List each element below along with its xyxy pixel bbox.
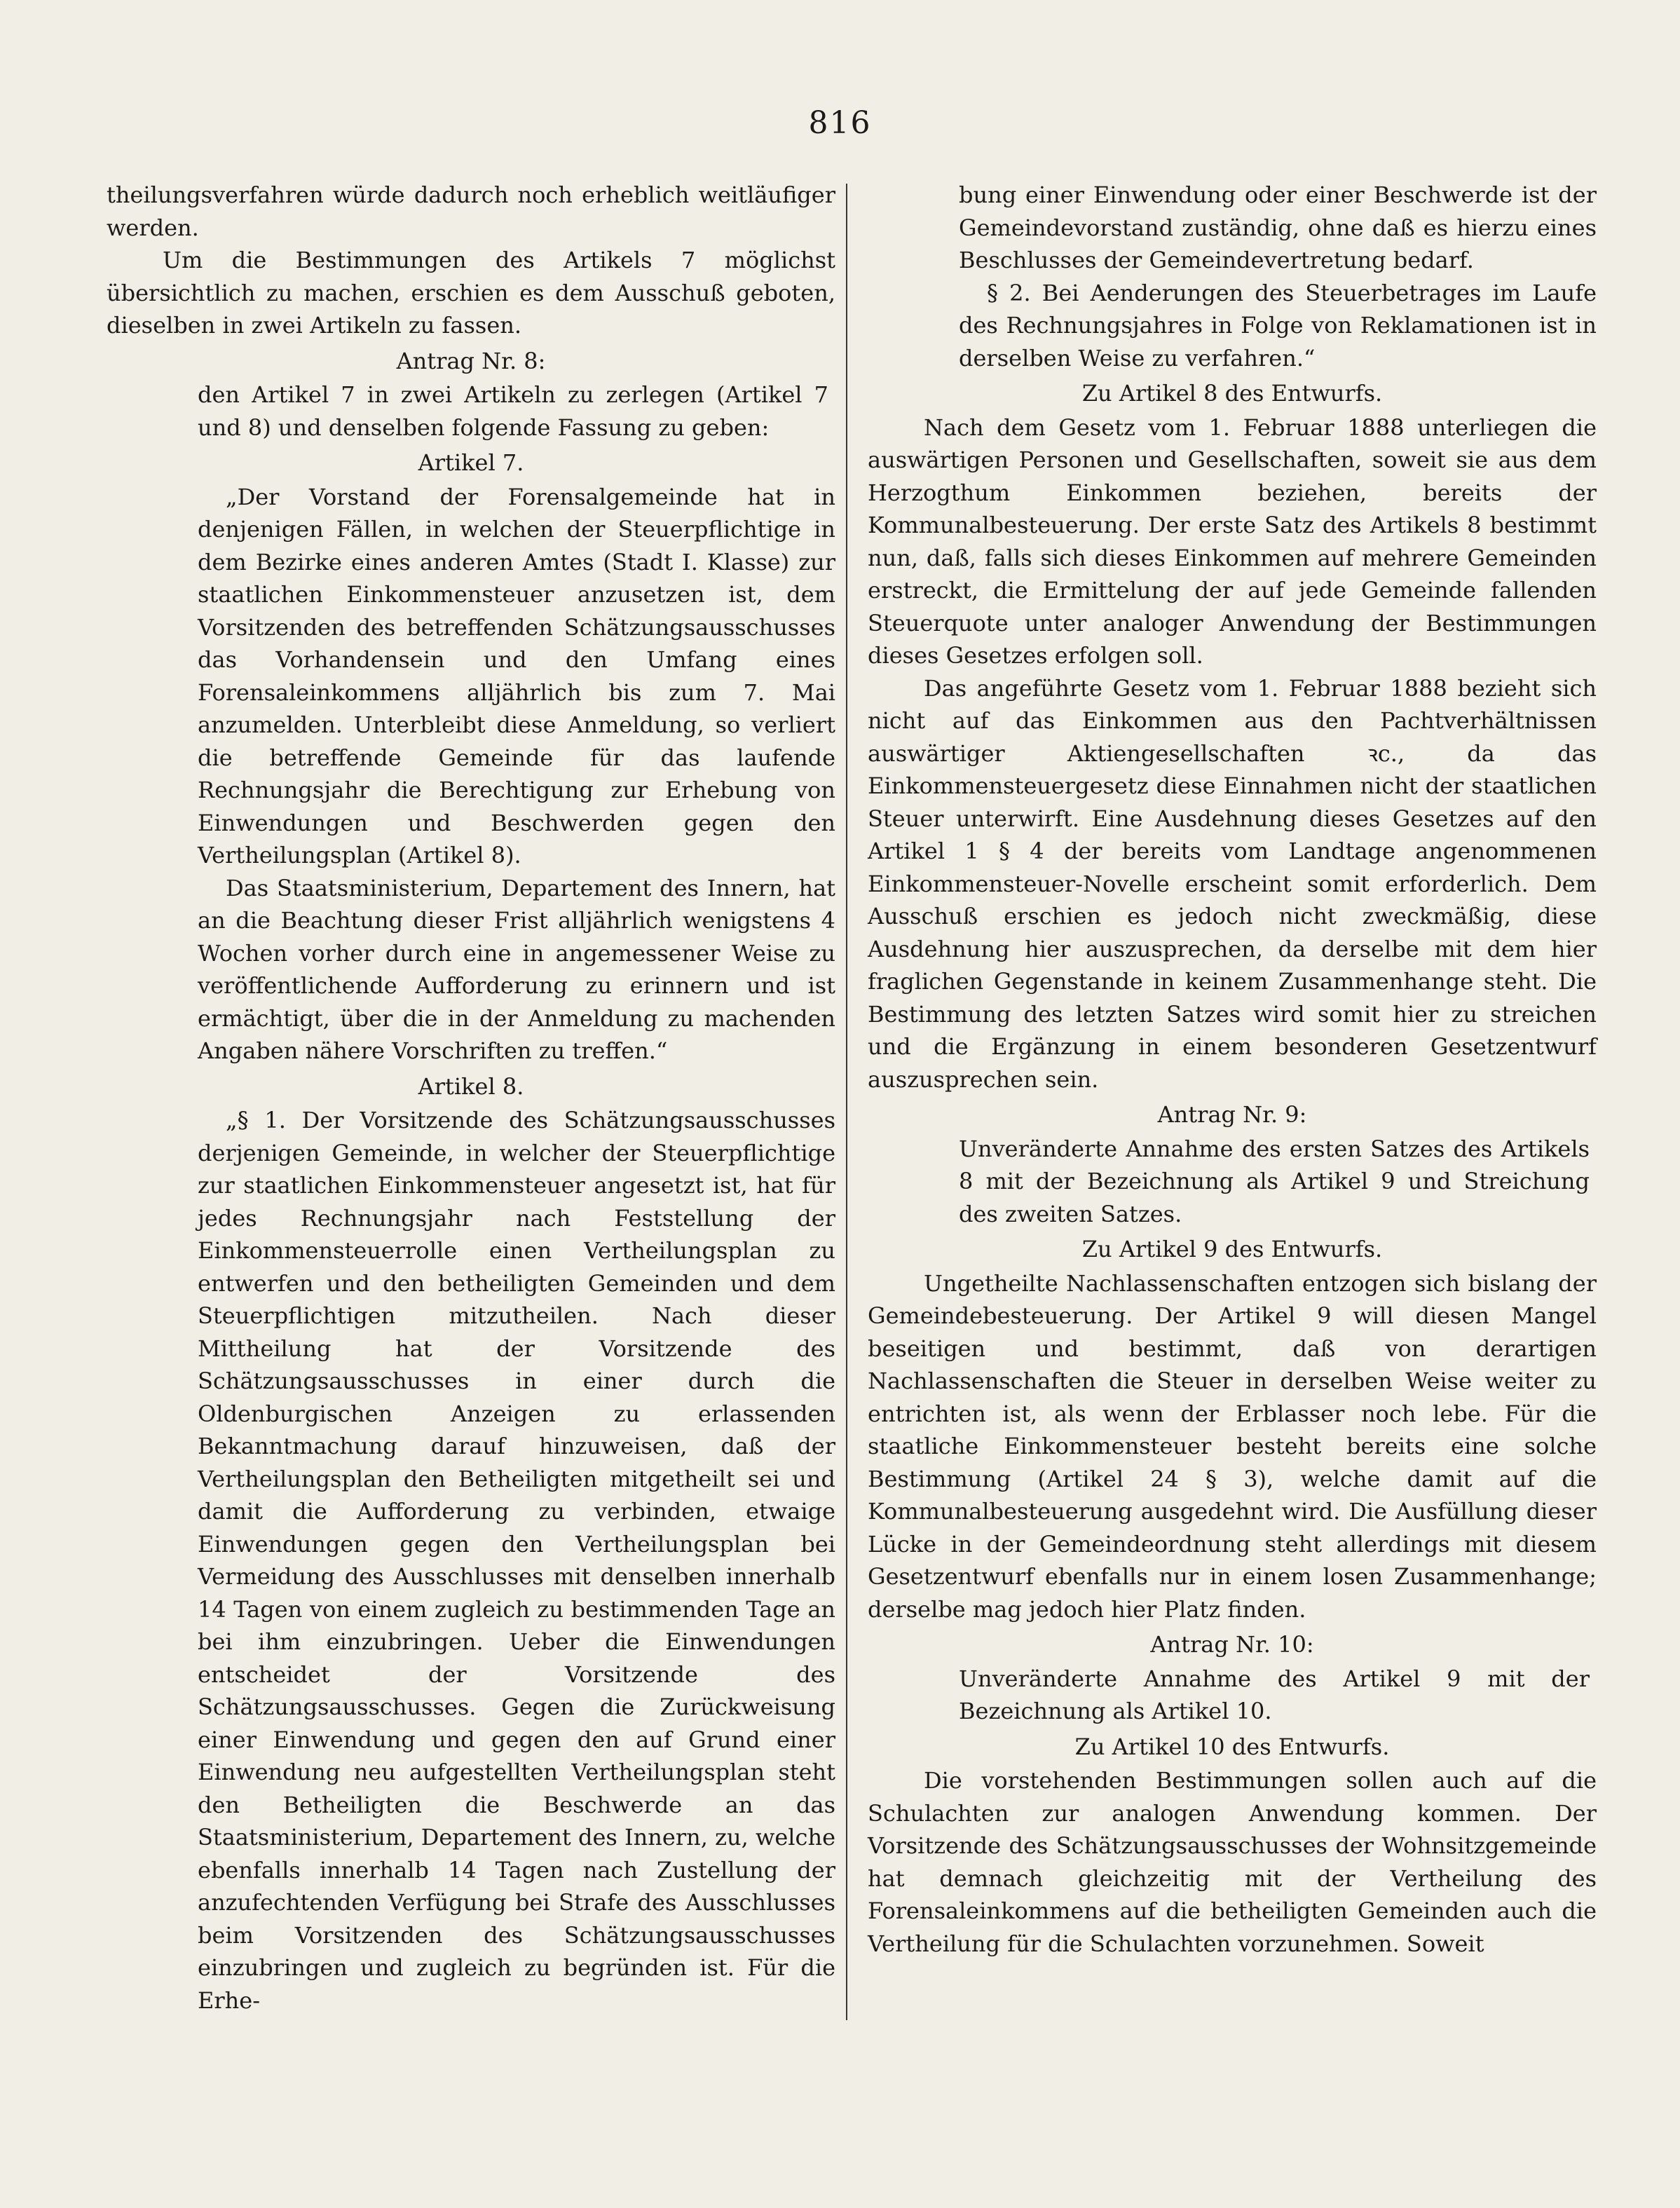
motion-text: Unveränderte Annahme des ersten Satzes des Artikels 8 mit der Bezeichnung als Artikel 9 und Streichung des zweiten Satzes. [959,1135,1590,1227]
paragraph: Die vorstehenden Bestimmungen sollen auch auf die Schulachten zur analogen Anwendung kommen. Der Vorsitzende des Schätzungsausschusses der Wohnsitzgemeinde hat demnach gleichzeitig mit der Vertheilung des Forensaleinkommens auf die betheiligten Gemeinden auch die Vertheilung für die Schulachten vorzunehmen. Soweit [868,1767,1597,1957]
motion-text: den Artikel 7 in zwei Artikeln zu zerlegen (Artikel 7 und 8) und denselben folgende Fassung zu geben: [198,381,828,441]
quoted-paragraph: § 2. Bei Aenderungen des Steuerbetrages im Laufe des Rechnungsjahres in Folge von Reklamationen ist in derselben Weise zu verfahren.“ [959,279,1597,372]
motion-heading: Antrag Nr. 9: [1157,1101,1307,1128]
paragraph: theilungsverfahren würde dadurch noch erheblich weitläufiger werden. [107,182,835,241]
motion-heading: Antrag Nr. 10: [1150,1631,1314,1658]
section-heading: Zu Artikel 8 des Entwurfs. [1081,380,1383,407]
article-heading: Artikel 8. [418,1072,524,1100]
paragraph: Ungetheilte Nachlassenschaften entzogen sich bislang der Gemeindebesteuerung. Der Artikel 9 will diesen Mangel beseitigen und bestimmt, daß von derartigen Nachlassenschaften die Steuer in derselben Weise weiter zu entrichten ist, als wenn der Erblasser noch lebe. Für die staatliche Einkommensteuer besteht bereits eine solche Bestimmung (Artikel 24 § 3), welche damit auf die Kommunalbesteuerung ausgedehnt wird. Die Ausfüllung dieser Lücke in der Gemeindeordnung steht allerdings mit diesem Gesetzentwurf ebenfalls nur in einem losen Zusammenhange; derselbe mag jedoch hier Platz finden. [868,1269,1597,1623]
quoted-paragraph: Das Staatsministerium, Departement des Innern, hat an die Beachtung dieser Frist alljährlich wenigstens 4 Wochen vorher durch eine in angemessener Weise zu veröffentlichende Aufforderung zu erinnern und ist ermächtigt, über die in der Anmeldung zu machenden Angaben nähere Vorschriften zu treffen.“ [198,874,835,1064]
page-number: 816 [808,105,872,141]
quoted-article-continued [868,179,1597,374]
motion-heading: Antrag Nr. 8: [396,347,546,374]
paragraph: Nach dem Gesetz vom 1. Februar 1888 unterliegen die auswärtigen Personen und Gesellschaften, soweit sie aus dem Herzogthum Einkommen beziehen, bereits der Kommunalbesteuerung. Der erste Satz des Artikels 8 bestimmt nun, daß, falls sich dieses Einkommen auf mehrere Gemeinden erstreckt, die Ermittelung der auf jede Gemeinde fallenden Steuerquote unter analoger Anwendung der Bestimmungen dieses Gesetzes erfolgen soll. [868,414,1597,669]
quoted-paragraph: bung einer Einwendung oder einer Beschwerde ist der Gemeindevorstand zuständig, ohne daß es hierzu eines Beschlusses der Gemeindevertretung bedarf. [959,182,1597,273]
motion-text: Unveränderte Annahme des Artikel 9 mit der Bezeichnung als Artikel 10. [959,1665,1590,1724]
right-column [868,179,1597,1960]
quoted-article [107,1104,835,2017]
paragraph: Das angeführte Gesetz vom 1. Februar 1888 bezieht sich nicht auf das Einkommen aus den Pachtverhältnissen auswärtiger Aktiengesellschaften ꝛc., da das Einkommensteuergesetz diese Einnahmen nicht der staatlichen Steuer unterwirft. Eine Ausdehnung dieses Gesetzes auf den Artikel 1 § 4 der bereits vom Landtage angenommenen Einkommensteuer-Novelle erscheint somit erforderlich. Dem Ausschuß erschien es jedoch nicht zweckmäßig, diese Ausdehnung hier auszusprechen, da derselbe mit dem hier fraglichen Gegenstande in keinem Zusammenhange steht. Die Bestimmung des letzten Satzes wird somit hier zu streichen und die Ergänzung in einem besonderen Gesetzentwurf auszusprechen sein. [868,674,1597,1093]
left-column [107,179,835,2017]
column-divider [846,184,847,2020]
article-heading: Artikel 7. [418,449,524,476]
section-heading: Zu Artikel 10 des Entwurfs. [1074,1733,1390,1760]
paragraph: Um die Bestimmungen des Artikels 7 möglichst übersichtlich zu machen, erschien es dem Ausschuß geboten, dieselben in zwei Artikeln zu fassen. [107,247,835,339]
quoted-article [107,481,835,1068]
quoted-paragraph: „§ 1. Der Vorsitzende des Schätzungsausschusses derjenigen Gemeinde, in welcher der Steuerpflichtige zur staatlichen Einkommensteuer angesetzt ist, hat für jedes Rechnungsjahr nach Feststellung der Einkommensteuerrolle einen Vertheilungsplan zu entwerfen und den betheiligten Gemeinden und dem Steuerpflichtigen mitzutheilen. Nach dieser Mittheilung hat der Vorsitzende des Schätzungsausschusses in einer durch die Oldenburgischen Anzeigen zu erlassenden Bekanntmachung darauf hinzuweisen, daß der Vertheilungsplan den Betheiligten mitgetheilt sei und damit die Aufforderung zu verbinden, etwaige Einwendungen gegen den Vertheilungsplan bei Vermeidung des Ausschlusses mit denselben innerhalb 14 Tagen von einem zugleich zu bestimmenden Tage an bei ihm einzubringen. Ueber die Einwendungen entscheidet der Vorsitzende des Schätzungsausschusses. Gegen die Zurückweisung einer Einwendung und gegen den auf Grund einer Einwendung neu aufgestellten Vertheilungsplan steht den Betheiligten die Beschwerde an das Staatsministerium, Departement des Innern, zu, welche ebenfalls innerhalb 14 Tagen nach Zustellung der anzufechtenden Verfügung bei Strafe des Ausschlusses beim Vorsitzenden des Schätzungsausschusses einzubringen und zugleich zu begründen ist. Für die Erhe- [198,1107,835,2014]
quoted-paragraph: „Der Vorstand der Forensalgemeinde hat in denjenigen Fällen, in welchen der Steuerpflichtige in dem Bezirke eines anderen Amtes (Stadt I. Klasse) zur staatlichen Einkommensteuer anzusetzen ist, dem Vorsitzenden des betreffenden Schätzungsausschusses das Vorhandensein und den Umfang eines Forensaleinkommens alljährlich bis zum 7. Mai anzumelden. Unterbleibt diese Anmeldung, so verliert die betreffende Gemeinde für das laufende Rechnungsjahr die Berechtigung zur Erhebung von Einwendungen und Beschwerden gegen den Vertheilungsplan (Artikel 8). [198,483,835,868]
section-heading: Zu Artikel 9 des Entwurfs. [1081,1236,1383,1262]
